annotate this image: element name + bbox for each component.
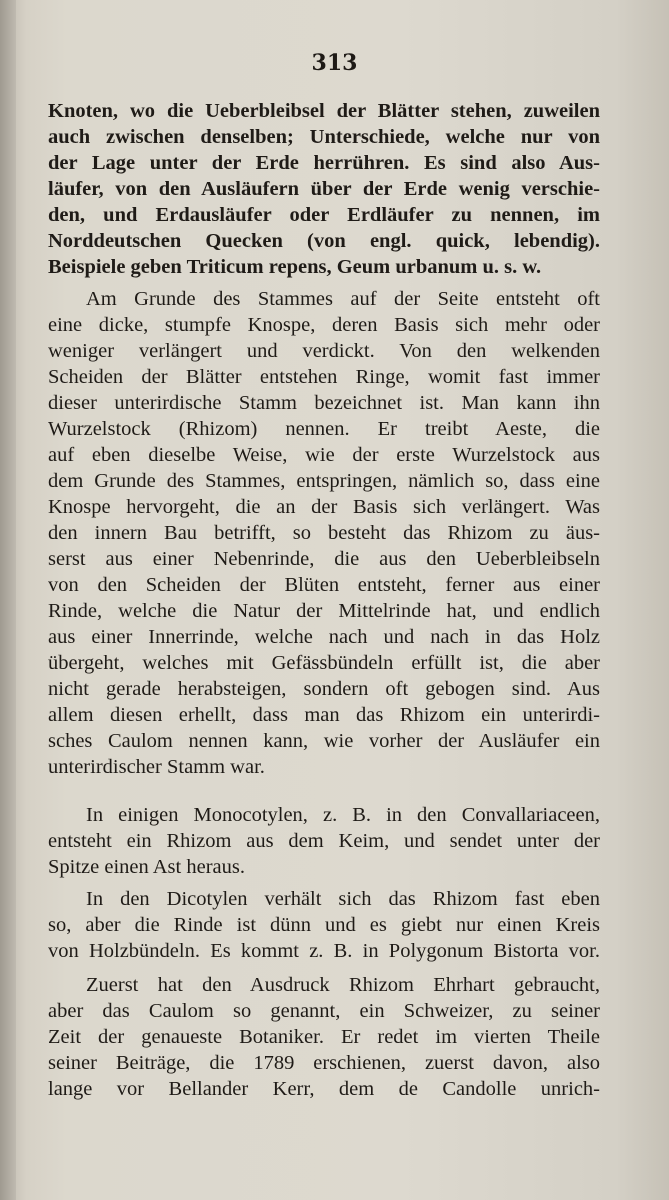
text-line-20: Rinde, welche die Natur der Mittelrinde hat, und endlich — [48, 600, 600, 622]
text-line-1: Knoten, wo die Ueberbleibsel der Blätter stehen, zuweilen — [48, 100, 600, 122]
text-line-21: aus einer Innerrinde, welche nach und nach in das Holz — [48, 626, 600, 648]
text-line-11: Scheiden der Blätter entstehen Ringe, womit fast immer — [48, 366, 600, 388]
page-number: 313 — [311, 50, 358, 76]
text-line-32: von Holzbündeln. Es kommt z. B. in Polygonum Bistorta vor. — [48, 940, 600, 962]
text-line-14: auf eben dieselbe Weise, wie der erste Wurzelstock aus — [48, 444, 600, 466]
text-line-7: Beispiele geben Triticum repens, Geum urbanum u. s. w. — [48, 256, 542, 278]
text-line-29: Spitze einen Ast heraus. — [48, 856, 245, 878]
text-line-22: übergeht, welches mit Gefässbündeln erfüllt ist, die aber — [48, 652, 600, 674]
text-line-30: In den Dicotylen verhält sich das Rhizom fast eben — [86, 888, 600, 910]
text-line-9: eine dicke, stumpfe Knospe, deren Basis sich mehr oder — [48, 314, 600, 336]
text-line-8: Am Grunde des Stammes auf der Seite entsteht oft — [86, 288, 600, 310]
text-line-15: dem Grunde des Stammes, entspringen, nämlich so, dass eine — [48, 470, 600, 492]
text-line-13: Wurzelstock (Rhizom) nennen. Er treibt Aeste, die — [48, 418, 600, 440]
text-line-35: Zeit der genaueste Botaniker. Er redet im vierten Theile — [48, 1026, 600, 1048]
text-line-2: auch zwischen denselben; Unterschiede, welche nur von — [48, 126, 600, 148]
text-line-23: nicht gerade herabsteigen, sondern oft gebogen sind. Aus — [48, 678, 600, 700]
text-line-33: Zuerst hat den Ausdruck Rhizom Ehrhart gebraucht, — [86, 974, 600, 996]
text-line-25: sches Caulom nennen kann, wie vorher der Ausläufer ein — [48, 730, 600, 752]
text-line-27: In einigen Monocotylen, z. B. in den Convallariaceen, — [86, 804, 600, 826]
page-spine-shadow — [0, 0, 16, 1200]
text-line-28: entsteht ein Rhizom aus dem Keim, und sendet unter der — [48, 830, 600, 852]
text-line-3: der Lage unter der Erde herrühren. Es sind also Aus- — [48, 152, 600, 174]
text-line-26: unterirdischer Stamm war. — [48, 756, 265, 778]
text-line-31: so, aber die Rinde ist dünn und es giebt nur einen Kreis — [48, 914, 600, 936]
text-line-16: Knospe hervorgeht, die an der Basis sich verlängert. Was — [48, 496, 600, 518]
text-line-36: seiner Beiträge, die 1789 erschienen, zuerst davon, also — [48, 1052, 600, 1074]
text-line-6: Norddeutschen Quecken (von engl. quick, lebendig). — [48, 230, 600, 252]
text-line-34: aber das Caulom so genannt, ein Schweizer, zu seiner — [48, 1000, 600, 1022]
text-line-17: den innern Bau betrifft, so besteht das Rhizom zu äus- — [48, 522, 600, 544]
text-line-12: dieser unterirdische Stamm bezeichnet ist. Man kann ihn — [48, 392, 600, 414]
text-line-24: allem diesen erhellt, dass man das Rhizom ein unterirdi- — [48, 704, 600, 726]
text-line-5: den, und Erdausläufer oder Erdläufer zu nennen, im — [48, 204, 600, 226]
text-line-4: läufer, von den Ausläufern über der Erde wenig verschie- — [48, 178, 600, 200]
text-line-18: serst aus einer Nebenrinde, die aus den Ueberbleibseln — [48, 548, 600, 570]
text-line-19: von den Scheiden der Blüten entsteht, ferner aus einer — [48, 574, 600, 596]
text-line-37: lange vor Bellander Kerr, dem de Candolle unrich- — [48, 1078, 600, 1100]
text-line-10: weniger verlängert und verdickt. Von den welkenden — [48, 340, 600, 362]
